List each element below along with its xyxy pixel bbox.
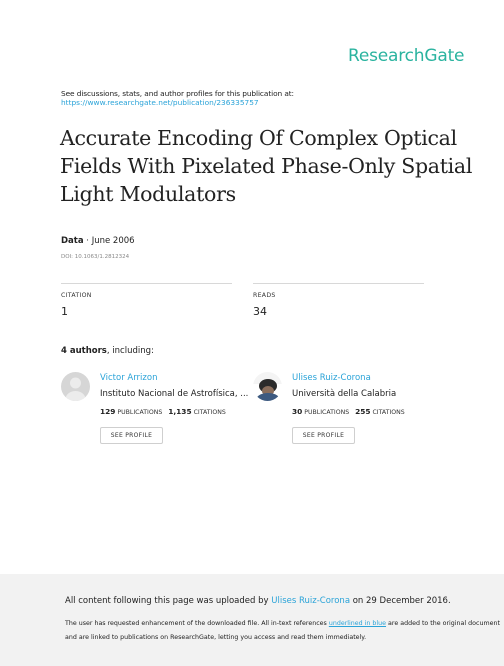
citation-count: 1 xyxy=(61,305,68,318)
author-stats xyxy=(292,407,405,416)
author-name-link[interactable]: Ulises Ruiz-Corona xyxy=(292,373,371,383)
author-stats xyxy=(100,407,226,416)
publication-link[interactable]: https://www.researchgate.net/publication/236335757 xyxy=(61,98,259,107)
meta-separator: · xyxy=(83,236,92,246)
uploader-link[interactable]: Ulises Ruiz-Corona xyxy=(271,596,351,606)
authors-heading xyxy=(61,346,154,356)
author-avatar[interactable] xyxy=(253,372,282,401)
author-publications-label: PUBLICATIONS xyxy=(304,409,350,416)
author-publications-count: 129 xyxy=(100,407,116,416)
publication-meta xyxy=(61,236,135,246)
upload-notice xyxy=(65,596,451,606)
publication-title: Accurate Encoding Of Complex Optical Fields With Pixelated Phase-Only Spatial Light Modulators xyxy=(60,126,473,206)
author-avatar[interactable] xyxy=(61,372,90,401)
upload-notice-date: on 29 December 2016. xyxy=(352,596,451,606)
upload-notice-prefix: All content following this page was uploaded by xyxy=(65,596,269,606)
author-name-link[interactable]: Victor Arrizon xyxy=(100,373,158,383)
author-citations-label: CITATIONS xyxy=(372,409,405,416)
reads-label: READS xyxy=(253,292,276,299)
divider-citation xyxy=(61,283,232,284)
see-profile-button[interactable]: SEE PROFILE xyxy=(100,427,163,444)
enhancement-notice-continued: and are linked to publications on ResearchGate, letting you access and read them immediately. xyxy=(65,634,367,641)
user-placeholder-icon xyxy=(61,372,90,401)
publication-date: June 2006 xyxy=(91,236,135,246)
intro-text: See discussions, stats, and author profiles for this publication at: xyxy=(61,89,294,98)
researchgate-logo[interactable]: ResearchGate xyxy=(348,46,465,66)
footer xyxy=(0,574,504,666)
publication-type: Data xyxy=(61,236,84,246)
divider-reads xyxy=(253,283,424,284)
reads-count: 34 xyxy=(253,305,267,318)
author-citations-label: CITATIONS xyxy=(193,409,226,416)
publication-doi: DOI: 10.1063/1.2812324 xyxy=(61,254,130,260)
author-institution: Università della Calabria xyxy=(292,389,397,399)
enhancement-notice xyxy=(65,620,500,627)
author-citations-count: 255 xyxy=(355,407,371,416)
author-photo-icon xyxy=(253,372,282,401)
author-publications-count: 30 xyxy=(292,407,303,416)
citation-label: CITATION xyxy=(61,292,92,299)
enhancement-suffix: are added to the original document xyxy=(388,620,500,627)
authors-count: 4 authors xyxy=(61,346,107,356)
author-publications-label: PUBLICATIONS xyxy=(117,409,163,416)
enhancement-prefix: The user has requested enhancement of the downloaded file. All in-text references xyxy=(65,620,327,627)
authors-heading-suffix: , including: xyxy=(106,346,154,356)
see-profile-button[interactable]: SEE PROFILE xyxy=(292,427,355,444)
author-citations-count: 1,135 xyxy=(168,407,192,416)
underlined-in-blue-text: underlined in blue xyxy=(328,620,387,627)
author-institution: Instituto Nacional de Astrofísica, ... xyxy=(100,389,249,399)
